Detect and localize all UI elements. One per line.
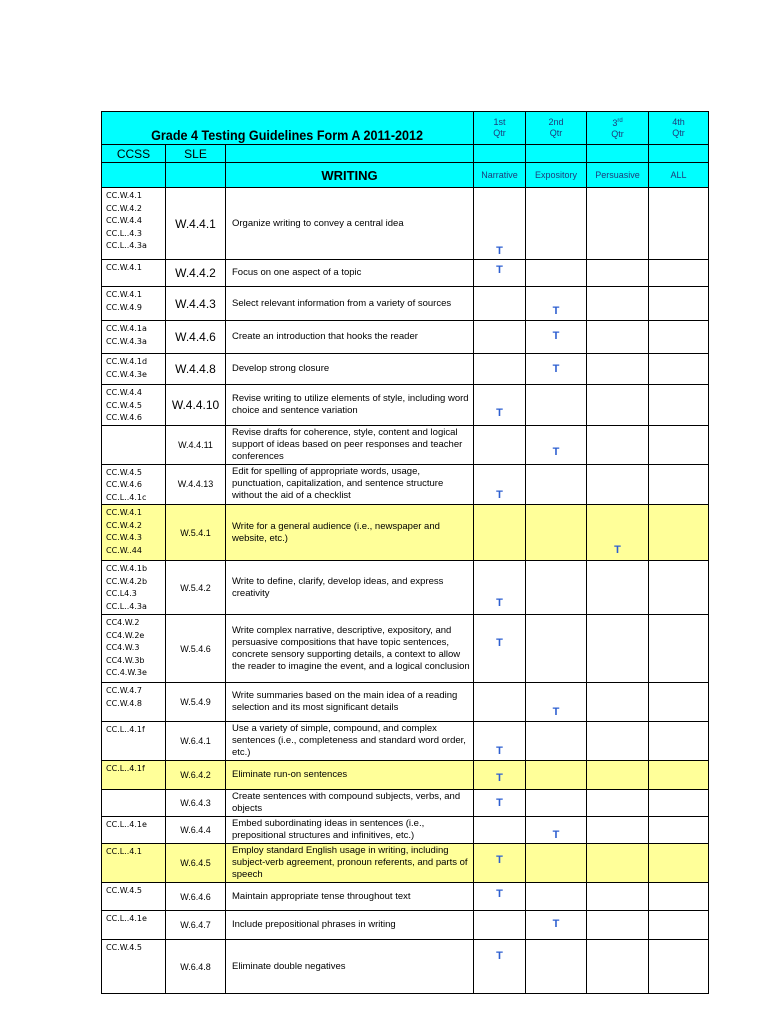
test-mark: T <box>496 745 503 757</box>
quarter-cell <box>587 761 649 790</box>
ccss-code: CC.W.4.5 <box>106 886 142 895</box>
ccss-cell <box>102 561 166 615</box>
quarter-3-header <box>587 112 649 145</box>
quarter-cell <box>474 683 526 722</box>
test-mark: T <box>552 330 560 342</box>
ccss-cell <box>102 321 166 354</box>
quarter-cell <box>474 761 526 790</box>
ccss-cell <box>102 790 166 817</box>
quarter-cell <box>649 561 709 615</box>
table-row <box>102 615 709 683</box>
quarter-cell <box>474 817 526 844</box>
ccss-code: CC.W.4.1 <box>106 508 142 517</box>
objective-description: Employ standard English usage in writing, including subject-verb agreement, pronoun referents, and parts of speech <box>226 844 474 883</box>
quarter-cell <box>474 844 526 883</box>
ccss-cell <box>102 385 166 426</box>
quarter-label: 2nd <box>548 117 564 127</box>
objective-description: Write for a general audience (i.e., newspaper and website, etc.) <box>226 505 474 561</box>
genre-persuasive: Persuasive <box>587 163 649 188</box>
ccss-cell <box>102 911 166 940</box>
ccss-code: CC.L..4.3a <box>106 601 147 611</box>
sle-code: W.4.4.2 <box>166 260 226 287</box>
objective-description: Create an introduction that hooks the reader <box>226 321 474 354</box>
ccss-code: CC4.W.3b <box>106 655 145 665</box>
ccss-cell <box>102 260 166 287</box>
objective-description: Include prepositional phrases in writing <box>226 911 474 940</box>
ccss-code: CC.L..4.1e <box>106 914 147 923</box>
ccss-code: CC.W.4.1 <box>106 263 142 272</box>
table-row <box>102 722 709 761</box>
quarter-cell <box>587 505 649 561</box>
quarter-cell <box>587 844 649 883</box>
quarter-cell <box>526 188 587 260</box>
title-cell <box>102 112 474 145</box>
header-blank <box>102 163 166 188</box>
quarter-cell <box>474 425 526 464</box>
ccss-cell <box>102 761 166 790</box>
table-row <box>102 287 709 321</box>
objective-description: Develop strong closure <box>226 354 474 385</box>
ccss-code: CC4.W.3 <box>106 643 140 652</box>
header-blank <box>226 145 474 163</box>
ccss-code: CC.W.4.4 <box>106 388 142 397</box>
quarter-cell <box>526 683 587 722</box>
test-mark: T <box>496 637 503 649</box>
objective-description: Organize writing to convey a central idea <box>226 188 474 260</box>
header-blank <box>649 145 709 163</box>
objective-description: Select relevant information from a variety of sources <box>226 287 474 321</box>
test-mark: T <box>552 829 560 841</box>
ccss-code: CC.W.4.4 <box>106 216 142 225</box>
quarter-cell <box>526 561 587 615</box>
test-mark: T <box>552 706 560 718</box>
sle-code: W.4.4.11 <box>166 425 226 464</box>
ccss-code: CC.W.4.1a <box>106 324 147 333</box>
ccss-code: CC.W.4.1 <box>106 290 142 299</box>
header-row-columns <box>102 145 709 163</box>
ccss-code: CC.W.4.5 <box>106 467 142 477</box>
quarter-cell <box>649 940 709 994</box>
ccss-cell <box>102 817 166 844</box>
test-mark: T <box>496 854 503 866</box>
quarter-cell <box>587 817 649 844</box>
sle-code: W.4.4.3 <box>166 287 226 321</box>
quarter-cell <box>474 188 526 260</box>
quarter-cell <box>587 354 649 385</box>
ccss-code: CC.L..4.1e <box>106 820 147 829</box>
test-mark: T <box>552 305 560 317</box>
ccss-cell <box>102 287 166 321</box>
quarter-cell <box>526 883 587 911</box>
quarter-cell <box>649 615 709 683</box>
ccss-cell <box>102 883 166 911</box>
quarter-cell <box>474 287 526 321</box>
ccss-cell <box>102 354 166 385</box>
quarter-cell <box>526 464 587 505</box>
quarter-label: 3 <box>612 118 618 128</box>
quarter-cell <box>526 911 587 940</box>
sle-code: W.6.4.4 <box>166 817 226 844</box>
quarter-cell <box>526 321 587 354</box>
quarter-cell <box>474 883 526 911</box>
sle-code: W.4.4.1 <box>166 188 226 260</box>
ccss-code: CC.L..4.1f <box>106 725 145 734</box>
table-row <box>102 790 709 817</box>
sle-code: W.6.4.5 <box>166 844 226 883</box>
test-mark: T <box>496 488 503 501</box>
header-blank <box>526 145 587 163</box>
test-mark: T <box>496 772 503 784</box>
ccss-code: CC.L..4.3 <box>106 228 142 238</box>
test-mark: T <box>552 445 560 458</box>
ccss-code: CC4.W.2e <box>106 630 145 640</box>
quarter-cell <box>587 464 649 505</box>
objective-description: Maintain appropriate tense throughout text <box>226 883 474 911</box>
quarter-cell <box>649 385 709 426</box>
sle-code: W.5.4.1 <box>166 505 226 561</box>
sle-code: W.5.4.6 <box>166 615 226 683</box>
ccss-code: CC.W.4.5 <box>106 400 142 410</box>
header-row-section <box>102 163 709 188</box>
quarter-cell <box>587 385 649 426</box>
quarter-cell <box>649 464 709 505</box>
table-row <box>102 817 709 844</box>
sle-code: W.4.4.13 <box>166 464 226 505</box>
quarter-cell <box>526 817 587 844</box>
quarter-cell <box>587 911 649 940</box>
ccss-code: CC.W.4.1 <box>106 191 142 200</box>
quarter-sub: Qtr <box>611 129 624 139</box>
test-mark: T <box>496 888 503 900</box>
header-blank <box>587 145 649 163</box>
objective-description: Create sentences with compound subjects, verbs, and objects <box>226 790 474 817</box>
table-row <box>102 505 709 561</box>
objective-description: Focus on one aspect of a topic <box>226 260 474 287</box>
quarter-cell <box>587 260 649 287</box>
sle-code: W.6.4.7 <box>166 911 226 940</box>
quarter-cell <box>649 188 709 260</box>
ccss-code: CC.W.4.6 <box>106 413 142 422</box>
sle-code: W.6.4.1 <box>166 722 226 761</box>
testing-guidelines-table <box>101 111 709 994</box>
sle-header: SLE <box>166 145 226 163</box>
quarter-cell <box>649 883 709 911</box>
objective-description: Revise drafts for coherence, style, content and logical support of ideas based on peer responses and teacher conferences <box>226 425 474 464</box>
quarter-cell <box>649 722 709 761</box>
quarter-cell <box>474 615 526 683</box>
objective-description: Eliminate run-on sentences <box>226 761 474 790</box>
ccss-code: CC.W.4.2b <box>106 576 148 586</box>
table-row <box>102 561 709 615</box>
ccss-code: CC.W.4.7 <box>106 686 142 695</box>
quarter-2-header <box>526 112 587 145</box>
objective-description: Write to define, clarify, develop ideas, and express creativity <box>226 561 474 615</box>
sle-code: W.4.4.10 <box>166 385 226 426</box>
ccss-cell <box>102 940 166 994</box>
quarter-cell <box>526 790 587 817</box>
ccss-code: CC.W.4.3 <box>106 533 142 542</box>
quarter-cell <box>474 561 526 615</box>
test-mark: T <box>552 363 560 375</box>
sle-code: W.6.4.3 <box>166 790 226 817</box>
header-blank <box>474 145 526 163</box>
ccss-cell <box>102 464 166 505</box>
test-mark: T <box>496 950 503 962</box>
ccss-cell <box>102 188 166 260</box>
quarter-cell <box>649 287 709 321</box>
ccss-code: CC.W.4.2 <box>106 203 142 213</box>
quarter-cell <box>526 354 587 385</box>
quarter-cell <box>474 940 526 994</box>
quarter-sub: Qtr <box>549 128 563 138</box>
quarter-cell <box>587 188 649 260</box>
quarter-cell <box>649 354 709 385</box>
quarter-cell <box>526 505 587 561</box>
quarter-cell <box>526 722 587 761</box>
quarter-cell <box>474 321 526 354</box>
quarter-cell <box>587 940 649 994</box>
quarter-label: 1st <box>493 117 506 127</box>
ccss-code: CC.4.W.3e <box>106 668 147 677</box>
ccss-code: CC.W.4.6 <box>106 480 142 489</box>
table-row <box>102 464 709 505</box>
quarter-cell <box>526 761 587 790</box>
ccss-cell <box>102 683 166 722</box>
quarter-cell <box>649 790 709 817</box>
quarter-cell <box>526 940 587 994</box>
quarter-cell <box>587 287 649 321</box>
test-mark: T <box>496 597 503 609</box>
ccss-code: CC.L4.3 <box>106 589 137 598</box>
quarter-sub: Qtr <box>493 128 506 138</box>
table-row <box>102 385 709 426</box>
quarter-cell <box>649 505 709 561</box>
quarter-cell <box>587 425 649 464</box>
sle-code: W.6.4.6 <box>166 883 226 911</box>
ccss-code: CC.W.4.2 <box>106 520 142 530</box>
quarter-cell <box>587 321 649 354</box>
quarter-cell <box>474 260 526 287</box>
test-mark: T <box>614 544 621 556</box>
ccss-code: CC.L..4.1f <box>106 764 145 773</box>
genre-expository: Expository <box>526 163 587 188</box>
table-row <box>102 883 709 911</box>
quarter-cell <box>526 385 587 426</box>
test-mark: T <box>552 918 560 930</box>
sle-code: W.5.4.2 <box>166 561 226 615</box>
quarter-cell <box>474 354 526 385</box>
test-mark: T <box>496 264 503 276</box>
sle-code: W.5.4.9 <box>166 683 226 722</box>
sle-code: W.4.4.8 <box>166 354 226 385</box>
quarter-cell <box>526 615 587 683</box>
ccss-code: CC.W.4.3a <box>106 336 147 346</box>
genre-narrative: Narrative <box>474 163 526 188</box>
quarter-sub: Qtr <box>672 128 685 138</box>
ccss-code: CC.W.4.1d <box>106 357 148 366</box>
quarter-cell <box>526 260 587 287</box>
ccss-cell <box>102 844 166 883</box>
quarter-cell <box>474 505 526 561</box>
page-title: Grade 4 Testing Guidelines Form A 2011-2012 <box>151 127 424 143</box>
quarter-cell <box>587 722 649 761</box>
table-row <box>102 425 709 464</box>
quarter-cell <box>649 425 709 464</box>
objective-description: Revise writing to utilize elements of style, including word choice and sentence variation <box>226 385 474 426</box>
quarter-cell <box>649 683 709 722</box>
quarter-cell <box>587 683 649 722</box>
quarter-cell <box>474 790 526 817</box>
table-row <box>102 260 709 287</box>
quarter-cell <box>649 817 709 844</box>
table-row <box>102 354 709 385</box>
test-mark: T <box>496 245 503 257</box>
table-row <box>102 761 709 790</box>
table-row <box>102 188 709 260</box>
table-row <box>102 683 709 722</box>
quarter-cell <box>526 287 587 321</box>
quarter-sup: rd <box>617 118 623 124</box>
quarter-cell <box>526 425 587 464</box>
quarter-cell <box>649 844 709 883</box>
quarter-cell <box>474 911 526 940</box>
ccss-code: CC.W.4.1b <box>106 564 148 573</box>
ccss-code: CC4.W.2 <box>106 618 140 627</box>
quarter-cell <box>587 615 649 683</box>
sle-code: W.6.4.2 <box>166 761 226 790</box>
objective-description: Write summaries based on the main idea of a reading selection and its most significant details <box>226 683 474 722</box>
quarter-cell <box>649 911 709 940</box>
ccss-code: CC.L..4.3a <box>106 241 147 250</box>
sle-code: W.4.4.6 <box>166 321 226 354</box>
table-row <box>102 321 709 354</box>
ccss-code: CC.L..4.1 <box>106 847 142 856</box>
header-row-title <box>102 112 709 145</box>
quarter-cell <box>526 844 587 883</box>
objective-description: Eliminate double negatives <box>226 940 474 994</box>
section-title: WRITING <box>226 163 474 188</box>
quarter-cell <box>649 321 709 354</box>
quarter-cell <box>474 722 526 761</box>
ccss-cell <box>102 425 166 464</box>
genre-all: ALL <box>649 163 709 188</box>
ccss-cell <box>102 615 166 683</box>
ccss-code: CC.W..44 <box>106 545 142 555</box>
quarter-1-header <box>474 112 526 145</box>
quarter-cell <box>474 464 526 505</box>
ccss-header: CCSS <box>102 145 166 163</box>
ccss-cell <box>102 505 166 561</box>
ccss-code: CC.W.4.9 <box>106 302 142 312</box>
quarter-cell <box>587 883 649 911</box>
quarter-cell <box>587 790 649 817</box>
ccss-cell <box>102 722 166 761</box>
test-mark: T <box>496 797 503 809</box>
objective-description: Edit for spelling of appropriate words, usage, punctuation, capitalization, and sentence structure without the aid of a checklist <box>226 464 474 505</box>
table-row <box>102 940 709 994</box>
ccss-code: CC.L..4.1c <box>106 492 147 502</box>
quarter-cell <box>587 561 649 615</box>
quarter-4-header <box>649 112 709 145</box>
quarter-cell <box>474 385 526 426</box>
table-row <box>102 844 709 883</box>
quarter-label: 4th <box>672 117 685 127</box>
table-row <box>102 911 709 940</box>
objective-description: Use a variety of simple, compound, and complex sentences (i.e., completeness and standard word order, etc.) <box>226 722 474 761</box>
sle-code: W.6.4.8 <box>166 940 226 994</box>
ccss-code: CC.W.4.5 <box>106 943 142 952</box>
objective-description: Write complex narrative, descriptive, expository, and persuasive compositions that have topic sentences, concrete sensory supporting details, a context to allow the reader to imagine the event, and a logical conclusion <box>226 615 474 683</box>
quarter-cell <box>649 260 709 287</box>
ccss-code: CC.W.4.3e <box>106 369 147 379</box>
quarter-cell <box>649 761 709 790</box>
header-blank <box>166 163 226 188</box>
objective-description: Embed subordinating ideas in sentences (i.e., prepositional structures and infinitives, etc.) <box>226 817 474 844</box>
ccss-code: CC.W.4.8 <box>106 698 142 708</box>
test-mark: T <box>496 407 503 419</box>
